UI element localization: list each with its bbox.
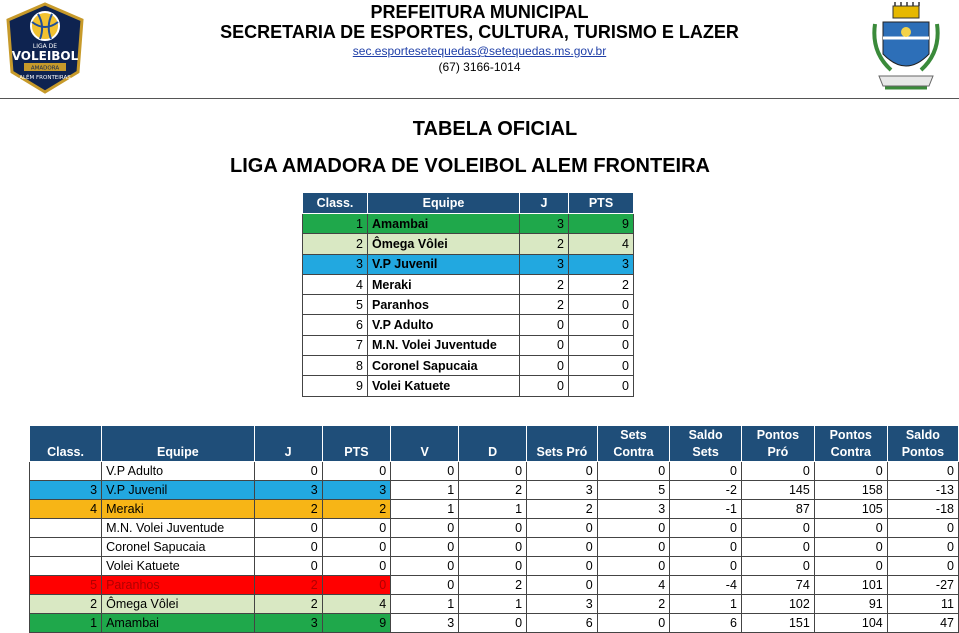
losses-cell: 0 (459, 538, 527, 557)
detailed-row (30, 462, 959, 481)
sets-for-cell: 0 (527, 557, 598, 576)
points-cell: 0 (569, 335, 634, 355)
class-cell: 5 (30, 576, 102, 595)
points-cell: 0 (569, 356, 634, 376)
detailed-row (30, 500, 959, 519)
wins-cell: 0 (391, 576, 459, 595)
col-header-sets-against (597, 426, 670, 462)
sets-balance-cell: 0 (670, 538, 742, 557)
losses-cell: 0 (459, 614, 527, 633)
detailed-row (30, 614, 959, 633)
col-header-line: V (420, 445, 429, 459)
points-balance-cell: 47 (887, 614, 958, 633)
sets-for-cell: 3 (527, 481, 598, 500)
col-header-line: D (488, 445, 498, 459)
col-header-wins (391, 426, 459, 462)
sets-for-cell: 2 (527, 500, 598, 519)
points-against-cell: 104 (814, 614, 887, 633)
col-header-line: Equipe (157, 445, 199, 459)
team-cell: V.P Adulto (102, 462, 255, 481)
col-header-team: Equipe (368, 193, 520, 214)
team-cell: Ômega Vôlei (368, 234, 520, 254)
losses-cell: 0 (459, 557, 527, 576)
sets-for-cell: 0 (527, 462, 598, 481)
points-against-cell: 158 (814, 481, 887, 500)
class-cell: 6 (303, 315, 368, 335)
standings-row (303, 274, 634, 294)
col-header-points-balance (887, 426, 958, 462)
detailed-row (30, 557, 959, 576)
col-header-class: Class. (303, 193, 368, 214)
games-cell: 0 (520, 376, 569, 396)
points-balance-cell: 0 (887, 538, 958, 557)
games-cell: 0 (520, 356, 569, 376)
team-cell: Meraki (102, 500, 255, 519)
class-cell: 8 (303, 356, 368, 376)
points-cell: 0 (322, 462, 391, 481)
sets-for-cell: 0 (527, 538, 598, 557)
team-cell: V.P Adulto (368, 315, 520, 335)
points-for-cell: 151 (741, 614, 814, 633)
wins-cell: 0 (391, 519, 459, 538)
col-header-line: Contra (830, 445, 871, 459)
class-cell: 3 (30, 481, 102, 500)
team-cell: Coronel Sapucaia (368, 356, 520, 376)
points-cell: 4 (322, 595, 391, 614)
points-cell: 0 (322, 519, 391, 538)
sets-balance-cell: 0 (670, 557, 742, 576)
sets-balance-cell: -2 (670, 481, 742, 500)
team-cell: Meraki (368, 274, 520, 294)
sets-for-cell: 0 (527, 519, 598, 538)
games-cell: 0 (520, 335, 569, 355)
col-header-points (322, 426, 391, 462)
sets-balance-cell: 1 (670, 595, 742, 614)
sets-against-cell: 0 (597, 557, 670, 576)
class-cell (30, 557, 102, 576)
standings-row (303, 335, 634, 355)
col-header-line: Sets (692, 445, 719, 459)
detailed-row (30, 481, 959, 500)
points-cell: 0 (569, 315, 634, 335)
sets-against-cell: 0 (597, 538, 670, 557)
team-cell: M.N. Volei Juventude (102, 519, 255, 538)
points-against-cell: 101 (814, 576, 887, 595)
col-header-class (30, 426, 102, 462)
col-header-points-for (741, 426, 814, 462)
losses-cell: 1 (459, 595, 527, 614)
logo-text-voleibol: VOLEIBOL (11, 49, 79, 63)
detailed-row (30, 576, 959, 595)
col-header-line (326, 427, 388, 444)
class-cell: 2 (30, 595, 102, 614)
detailed-row (30, 519, 959, 538)
points-balance-cell: 11 (887, 595, 958, 614)
team-cell: Paranhos (368, 295, 520, 315)
class-cell (30, 519, 102, 538)
team-cell: Ômega Vôlei (102, 595, 255, 614)
col-header-line: Contra (613, 445, 654, 459)
team-cell: V.P Juvenil (102, 481, 255, 500)
league-subtitle: LIGA AMADORA DE VOLEIBOL ALEM FRONTEIRA (230, 155, 710, 177)
games-cell: 2 (254, 595, 322, 614)
municipal-coat-of-arms (871, 2, 941, 94)
sets-balance-cell: -1 (670, 500, 742, 519)
col-header-line: Class. (47, 445, 84, 459)
points-cell: 2 (322, 500, 391, 519)
standings-row (303, 234, 634, 254)
team-cell: Coronel Sapucaia (102, 538, 255, 557)
points-against-cell: 105 (814, 500, 887, 519)
points-against-cell: 0 (814, 462, 887, 481)
col-header-line: Pontos (756, 428, 800, 442)
games-cell: 3 (520, 254, 569, 274)
col-header-line: Pontos (901, 445, 945, 459)
points-cell: 4 (569, 234, 634, 254)
points-cell: 3 (569, 254, 634, 274)
sets-against-cell: 0 (597, 519, 670, 538)
losses-cell: 2 (459, 576, 527, 595)
standings-row (303, 356, 634, 376)
col-header-line (530, 427, 594, 444)
class-cell: 7 (303, 335, 368, 355)
detailed-row (30, 595, 959, 614)
col-header-line: Pontos (829, 428, 872, 442)
col-header-points-against (814, 426, 887, 462)
points-against-cell: 0 (814, 538, 887, 557)
wins-cell: 1 (391, 500, 459, 519)
sets-against-cell: 0 (597, 462, 670, 481)
col-header-line: PTS (344, 445, 369, 459)
col-header-line: Saldo (905, 428, 940, 442)
col-header-line (33, 427, 98, 444)
detailed-header-row (30, 426, 959, 462)
sets-balance-cell: -4 (670, 576, 742, 595)
col-header-sets-for (527, 426, 598, 462)
standings-row (303, 376, 634, 396)
wins-cell: 0 (391, 538, 459, 557)
team-cell: Amambai (102, 614, 255, 633)
col-header-games: J (520, 193, 569, 214)
sets-for-cell: 6 (527, 614, 598, 633)
col-header-line (462, 427, 523, 444)
games-cell: 0 (520, 315, 569, 335)
points-balance-cell: -13 (887, 481, 958, 500)
standings-row (303, 295, 634, 315)
class-cell: 3 (303, 254, 368, 274)
team-cell: Volei Katuete (102, 557, 255, 576)
col-header-line: Sets Pró (536, 445, 588, 459)
wins-cell: 1 (391, 595, 459, 614)
points-against-cell: 91 (814, 595, 887, 614)
detailed-row (30, 538, 959, 557)
points-cell: 0 (322, 557, 391, 576)
standings-row (303, 315, 634, 335)
col-header-line (394, 427, 455, 444)
col-header-line: Pró (767, 445, 789, 459)
games-cell: 3 (254, 481, 322, 500)
col-header-line (105, 427, 251, 444)
points-cell: 2 (569, 274, 634, 294)
points-balance-cell: 0 (887, 557, 958, 576)
points-against-cell: 0 (814, 519, 887, 538)
col-header-line (258, 427, 319, 444)
col-header-line: Sets (620, 428, 647, 442)
team-cell: Amambai (368, 214, 520, 234)
page-header (0, 0, 959, 99)
col-header-games (254, 426, 322, 462)
losses-cell: 0 (459, 519, 527, 538)
standings-table (302, 192, 634, 397)
sets-against-cell: 2 (597, 595, 670, 614)
games-cell: 0 (254, 462, 322, 481)
points-for-cell: 87 (741, 500, 814, 519)
points-cell: 0 (569, 376, 634, 396)
wins-cell: 1 (391, 481, 459, 500)
team-cell: Volei Katuete (368, 376, 520, 396)
sets-balance-cell: 6 (670, 614, 742, 633)
points-for-cell: 0 (741, 538, 814, 557)
class-cell: 1 (30, 614, 102, 633)
sets-for-cell: 0 (527, 576, 598, 595)
col-header-points: PTS (569, 193, 634, 214)
points-cell: 0 (569, 295, 634, 315)
class-cell: 1 (303, 214, 368, 234)
points-for-cell: 0 (741, 462, 814, 481)
team-cell: Paranhos (102, 576, 255, 595)
games-cell: 2 (520, 295, 569, 315)
games-cell: 0 (254, 538, 322, 557)
logo-text-amadora: AMADORA (30, 65, 60, 72)
points-cell: 9 (322, 614, 391, 633)
class-cell: 9 (303, 376, 368, 396)
sets-balance-cell: 0 (670, 462, 742, 481)
games-cell: 3 (254, 614, 322, 633)
sets-for-cell: 3 (527, 595, 598, 614)
points-for-cell: 102 (741, 595, 814, 614)
wins-cell: 0 (391, 462, 459, 481)
header-line-2: SECRETARIA DE ESPORTES, CULTURA, TURISMO E LAZER (220, 22, 739, 42)
page-title: TABELA OFICIAL (412, 118, 578, 140)
points-cell: 9 (569, 214, 634, 234)
points-for-cell: 0 (741, 557, 814, 576)
phone-number: (67) 3166-1014 (438, 60, 521, 74)
games-cell: 0 (254, 557, 322, 576)
points-against-cell: 0 (814, 557, 887, 576)
standings-header-row (303, 193, 634, 214)
points-balance-cell: 0 (887, 462, 958, 481)
games-cell: 2 (520, 234, 569, 254)
sets-against-cell: 4 (597, 576, 670, 595)
games-cell: 3 (520, 214, 569, 234)
class-cell: 4 (303, 274, 368, 294)
team-cell: V.P Juvenil (368, 254, 520, 274)
losses-cell: 0 (459, 462, 527, 481)
sets-against-cell: 3 (597, 500, 670, 519)
sets-against-cell: 0 (597, 614, 670, 633)
email-link[interactable]: sec.esportesetequedas@setequedas.ms.gov.br (352, 44, 607, 58)
standings-row (303, 254, 634, 274)
games-cell: 2 (520, 274, 569, 294)
col-header-sets-balance (670, 426, 742, 462)
points-cell: 0 (322, 538, 391, 557)
losses-cell: 1 (459, 500, 527, 519)
class-cell: 2 (303, 234, 368, 254)
class-cell: 4 (30, 500, 102, 519)
col-header-team (102, 426, 255, 462)
class-cell: 5 (303, 295, 368, 315)
wins-cell: 3 (391, 614, 459, 633)
class-cell (30, 538, 102, 557)
class-cell (30, 462, 102, 481)
col-header-losses (459, 426, 527, 462)
points-for-cell: 145 (741, 481, 814, 500)
points-cell: 3 (322, 481, 391, 500)
detailed-table (29, 425, 959, 633)
col-header-line: Saldo (688, 428, 723, 442)
wins-cell: 0 (391, 557, 459, 576)
points-cell: 0 (322, 576, 391, 595)
sets-against-cell: 5 (597, 481, 670, 500)
points-balance-cell: -27 (887, 576, 958, 595)
points-for-cell: 74 (741, 576, 814, 595)
losses-cell: 2 (459, 481, 527, 500)
points-balance-cell: 0 (887, 519, 958, 538)
col-header-line: J (284, 445, 292, 459)
header-line-1: PREFEITURA MUNICIPAL (370, 2, 589, 22)
games-cell: 0 (254, 519, 322, 538)
logo-text-liga: LIGA DE (32, 43, 58, 50)
sets-balance-cell: 0 (670, 519, 742, 538)
games-cell: 2 (254, 576, 322, 595)
games-cell: 2 (254, 500, 322, 519)
points-balance-cell: -18 (887, 500, 958, 519)
points-for-cell: 0 (741, 519, 814, 538)
logo-text-alem: ALÉM FRONTEIRAS (19, 75, 71, 81)
team-cell: M.N. Volei Juventude (368, 335, 520, 355)
standings-row (303, 214, 634, 234)
